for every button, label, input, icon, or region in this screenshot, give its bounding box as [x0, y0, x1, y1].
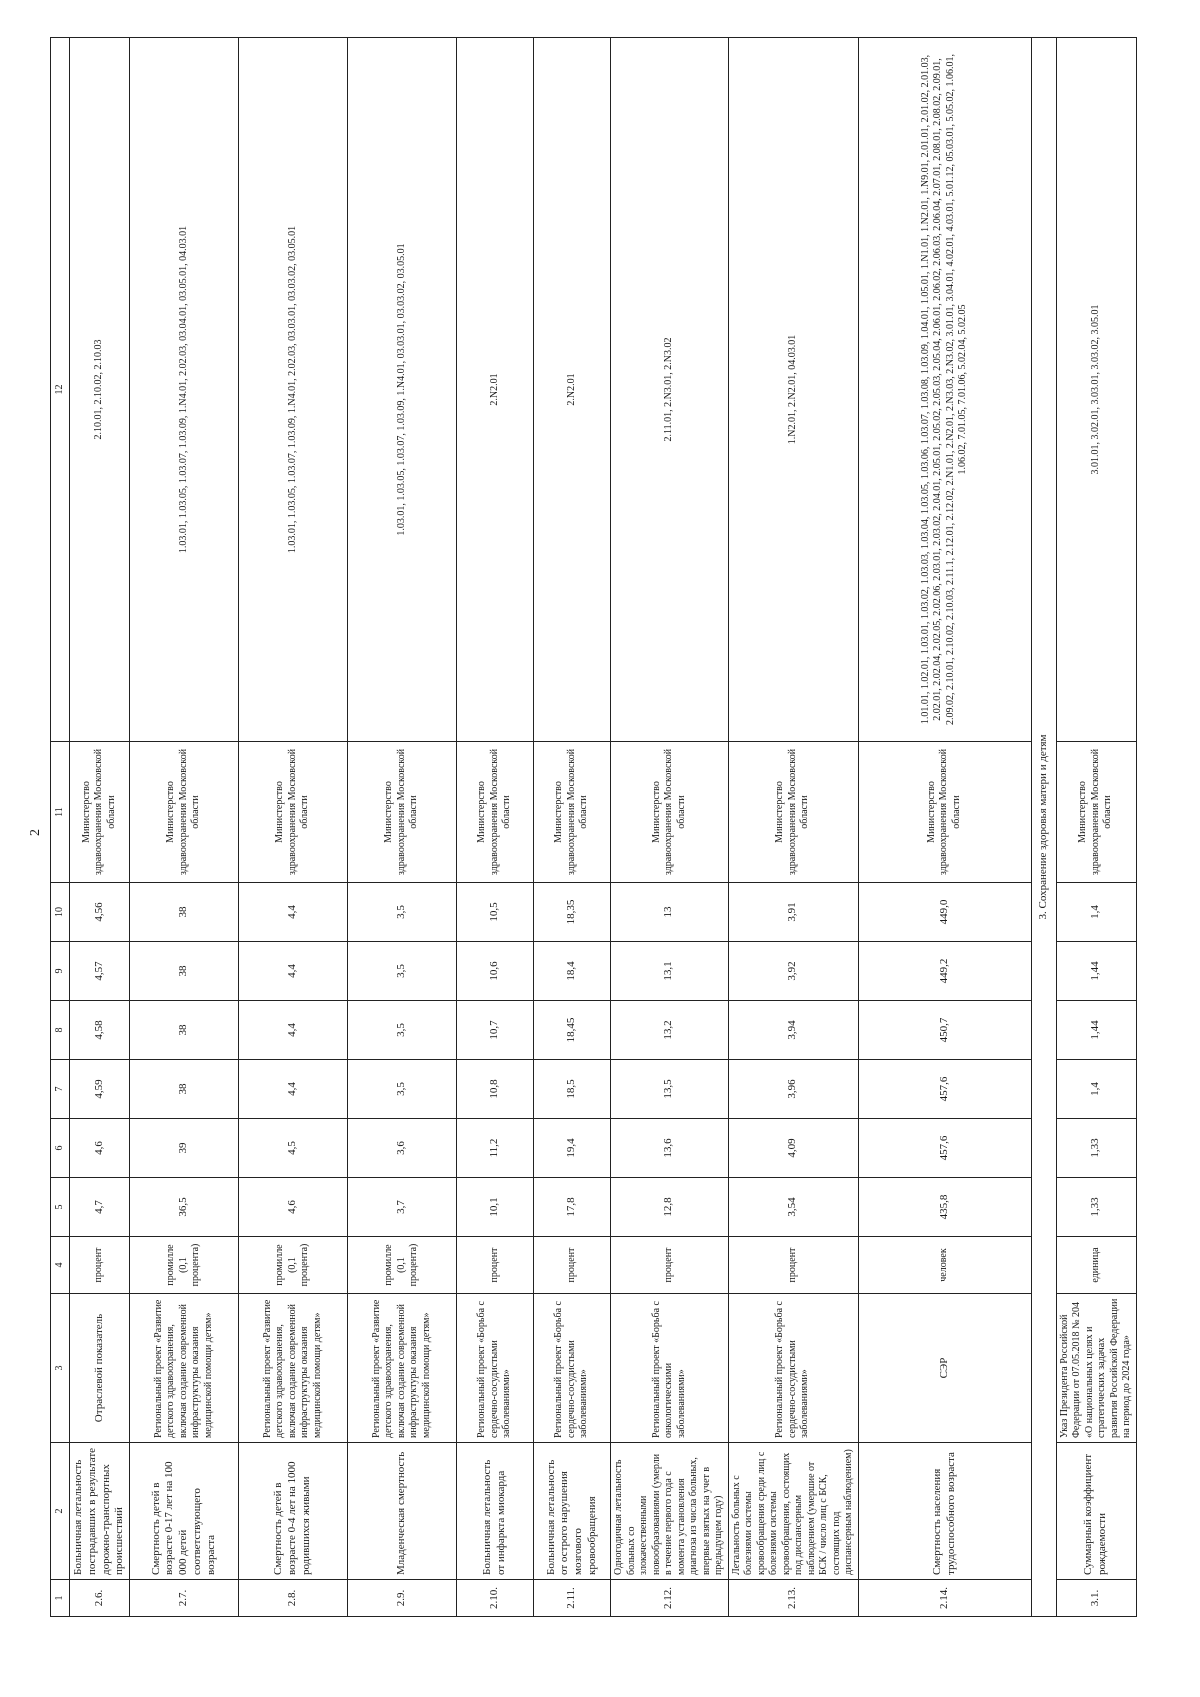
col-header: 10	[51, 883, 70, 942]
value-cell: 10,1	[457, 1178, 534, 1237]
table-row	[728, 38, 858, 1617]
responsible-org: Министерство здравоохранения Московской области	[348, 742, 457, 883]
table-row	[239, 38, 348, 1617]
value-cell: 1,33	[1056, 1178, 1136, 1237]
value-cell: 4,57	[70, 942, 130, 1001]
value-cell: 13,6	[611, 1119, 729, 1178]
value-cell: 4,5	[239, 1119, 348, 1178]
col-header: 9	[51, 942, 70, 1001]
activity-codes: 3.01.01, 3.02.01, 3.03.01, 3.03.02, 3.05.01	[1056, 38, 1136, 742]
value-cell: 10,7	[457, 1001, 534, 1060]
unit: процент	[70, 1237, 130, 1294]
activity-codes: 1.03.01, 1.03.05, 1.03.07, 1.03.09, 1.N4.01, 2.02.03, 03.04.01, 03.05.01, 04.03.01	[130, 38, 239, 742]
col-header: 11	[51, 742, 70, 883]
indicator-name: Младенческая смертность	[348, 1443, 457, 1580]
responsible-org: Министерство здравоохранения Московской области	[611, 742, 729, 883]
section-title: 3. Сохранение здоровья матери и детям	[1031, 38, 1056, 1617]
col-header: 7	[51, 1060, 70, 1119]
col-header: 4	[51, 1237, 70, 1294]
value-cell: 38	[130, 883, 239, 942]
value-cell: 13	[611, 883, 729, 942]
row-number: 3.1.	[1056, 1580, 1136, 1617]
value-cell: 1,4	[1056, 1060, 1136, 1119]
activity-codes: 2.N2.01	[534, 38, 611, 742]
indicator-name: Летальность больных с болезнями системы кровообращения среди лиц с болезнями системы кровообращения, состоящих под диспансерным наблюдением (умершие от БСК / число лиц с БСК, состоящих под диспансерным наблюдением)	[728, 1443, 858, 1580]
indicator-type: Указ Президента Российской Федерации от 07.05.2018 № 204 «О национальных целях и стратегических задачах развития Российской Федерации на период до 2024 года»	[1056, 1294, 1136, 1443]
indicator-name: Смертность детей в возрасте 0-17 лет на 100 000 детей соответствующего возраста	[130, 1443, 239, 1580]
activity-codes: 1.03.01, 1.03.05, 1.03.07, 1.03.09, 1.N4.01, 2.02.03, 03.03.01, 03.03.02, 03.05.01	[239, 38, 348, 742]
value-cell: 435,8	[858, 1178, 1031, 1237]
value-cell: 1,33	[1056, 1119, 1136, 1178]
value-cell: 450,7	[858, 1001, 1031, 1060]
responsible-org: Министерство здравоохранения Московской области	[1056, 742, 1136, 883]
value-cell: 13,5	[611, 1060, 729, 1119]
value-cell: 38	[130, 942, 239, 1001]
table-row	[611, 38, 729, 1617]
unit: человек	[858, 1237, 1031, 1294]
indicator-type: СЭР	[858, 1294, 1031, 1443]
unit: промилле (0,1 процента)	[348, 1237, 457, 1294]
table-row	[348, 38, 457, 1617]
table-row	[858, 38, 1031, 1617]
value-cell: 19,4	[534, 1119, 611, 1178]
value-cell: 4,6	[70, 1119, 130, 1178]
indicator-name: Одногодичная летальность больных со злокачественными новообразованиями (умерли в течение первого года с момента установления диагноза из числа больных, впервые взятых на учет в предыдущем году)	[611, 1443, 729, 1580]
value-cell: 4,4	[239, 1060, 348, 1119]
value-cell: 3,54	[728, 1178, 858, 1237]
value-cell: 1,44	[1056, 1001, 1136, 1060]
indicator-type: Региональный проект «Борьба с сердечно-сосудистыми заболеваниями»	[728, 1294, 858, 1443]
value-cell: 449,2	[858, 942, 1031, 1001]
value-cell: 3,92	[728, 942, 858, 1001]
value-cell: 4,56	[70, 883, 130, 942]
rotated-table-wrapper	[50, 37, 1130, 1617]
row-number: 2.9.	[348, 1580, 457, 1617]
value-cell: 3,5	[348, 942, 457, 1001]
responsible-org: Министерство здравоохранения Московской области	[239, 742, 348, 883]
value-cell: 4,4	[239, 1001, 348, 1060]
value-cell: 3,96	[728, 1060, 858, 1119]
value-cell: 457,6	[858, 1119, 1031, 1178]
value-cell: 4,59	[70, 1060, 130, 1119]
responsible-org: Министерство здравоохранения Московской области	[457, 742, 534, 883]
activity-codes: 2.10.01, 2.10.02, 2.10.03	[70, 38, 130, 742]
responsible-org: Министерство здравоохранения Московской области	[858, 742, 1031, 883]
value-cell: 39	[130, 1119, 239, 1178]
value-cell: 457,6	[858, 1060, 1031, 1119]
activity-codes: 1.N2.01, 2.N2.01, 04.03.01	[728, 38, 858, 742]
value-cell: 3,5	[348, 1001, 457, 1060]
value-cell: 18,45	[534, 1001, 611, 1060]
page-number: 2	[28, 829, 43, 836]
value-cell: 36,5	[130, 1178, 239, 1237]
value-cell: 3,7	[348, 1178, 457, 1237]
value-cell: 10,5	[457, 883, 534, 942]
row-number: 2.14.	[858, 1580, 1031, 1617]
indicator-name: Больничная летальность от инфаркта миокарда	[457, 1443, 534, 1580]
unit: единица	[1056, 1237, 1136, 1294]
value-cell: 38	[130, 1001, 239, 1060]
row-number: 2.10.	[457, 1580, 534, 1617]
value-cell: 4,4	[239, 942, 348, 1001]
indicator-type: Региональный проект «Развитие детского здравоохранения, включая создание современной инфраструктуры оказания медицинской помощи детям»	[130, 1294, 239, 1443]
table-row	[70, 38, 130, 1617]
value-cell: 3,5	[348, 1060, 457, 1119]
value-cell: 3,5	[348, 883, 457, 942]
col-header: 2	[51, 1443, 70, 1580]
row-number: 2.8.	[239, 1580, 348, 1617]
value-cell: 1,4	[1056, 883, 1136, 942]
col-header: 5	[51, 1178, 70, 1237]
indicator-name: Больничная летальность от острого нарушения мозгового кровообращения	[534, 1443, 611, 1580]
value-cell: 13,2	[611, 1001, 729, 1060]
col-header: 3	[51, 1294, 70, 1443]
value-cell: 18,4	[534, 942, 611, 1001]
indicators-table	[50, 37, 1137, 1617]
indicator-type: Региональный проект «Борьба с сердечно-сосудистыми заболеваниями»	[457, 1294, 534, 1443]
row-number: 2.12.	[611, 1580, 729, 1617]
indicator-name: Смертность населения трудоспособного возраста	[858, 1443, 1031, 1580]
value-cell: 10,8	[457, 1060, 534, 1119]
table-row	[130, 38, 239, 1617]
row-number: 2.6.	[70, 1580, 130, 1617]
col-header: 6	[51, 1119, 70, 1178]
value-cell: 12,8	[611, 1178, 729, 1237]
unit: процент	[728, 1237, 858, 1294]
col-header: 8	[51, 1001, 70, 1060]
responsible-org: Министерство здравоохранения Московской области	[534, 742, 611, 883]
col-header: 12	[51, 38, 70, 742]
unit: процент	[611, 1237, 729, 1294]
value-cell: 10,6	[457, 942, 534, 1001]
indicator-type: Региональный проект «Борьба с сердечно-сосудистыми заболеваниями»	[534, 1294, 611, 1443]
value-cell: 4,09	[728, 1119, 858, 1178]
value-cell: 3,91	[728, 883, 858, 942]
value-cell: 4,7	[70, 1178, 130, 1237]
table-row	[457, 38, 534, 1617]
indicator-type: Отраслевой показатель	[70, 1294, 130, 1443]
value-cell: 17,8	[534, 1178, 611, 1237]
row-number: 2.13.	[728, 1580, 858, 1617]
value-cell: 3,94	[728, 1001, 858, 1060]
indicator-type: Региональный проект «Борьба с онкологическими заболеваниями»	[611, 1294, 729, 1443]
col-header: 1	[51, 1580, 70, 1617]
table-row	[1056, 38, 1136, 1617]
value-cell: 1,44	[1056, 942, 1136, 1001]
table-row	[534, 38, 611, 1617]
row-number: 2.11.	[534, 1580, 611, 1617]
unit: промилле (0,1 процента)	[239, 1237, 348, 1294]
indicator-type: Региональный проект «Развитие детского здравоохранения, включая создание современной инфраструктуры оказания медицинской помощи детям»	[239, 1294, 348, 1443]
value-cell: 4,6	[239, 1178, 348, 1237]
value-cell: 4,58	[70, 1001, 130, 1060]
unit: процент	[534, 1237, 611, 1294]
value-cell: 18,35	[534, 883, 611, 942]
value-cell: 449,0	[858, 883, 1031, 942]
indicator-type: Региональный проект «Развитие детского здравоохранения, включая создание современной инфраструктуры оказания медицинской помощи детям»	[348, 1294, 457, 1443]
responsible-org: Министерство здравоохранения Московской области	[130, 742, 239, 883]
responsible-org: Министерство здравоохранения Московской области	[70, 742, 130, 883]
activity-codes: 1.03.01, 1.03.05, 1.03.07, 1.03.09, 1.N4.01, 03.03.01, 03.03.02, 03.05.01	[348, 38, 457, 742]
responsible-org: Министерство здравоохранения Московской области	[728, 742, 858, 883]
unit: промилле (0,1 процента)	[130, 1237, 239, 1294]
header-row	[51, 38, 70, 1617]
indicator-name: Смертность детей в возрасте 0-4 лет на 1000 родившихся живыми	[239, 1443, 348, 1580]
unit: процент	[457, 1237, 534, 1294]
activity-codes: 1.01.01, 1.02.01, 1.03.01, 1.03.02, 1.03.03, 1.03.04, 1.03.05, 1.03.06, 1.03.07, 1.03.08, 1.03.09, 1.04.01, 1.05.01, 1.N1.01, 1.N2.01, 1.N9.01, 2.01.01, 2.01.02, 2.01.03, 2.02.01, 2.02.04, 2.02.05, 2.02.06, 2.03.01, 2.03.02, 2.04.01, 2.05.01, 2.05.02, 2.05.03, 2.05.04, 2.06.01, 2.06.02, 2.06.03, 2.06.04, 2.07.01, 2.08.01, 2.08.02, 2.09.01, 2.09.02, 2.10.01, 2.10.02, 2.10.03, 2.11.1, 2.12.01, 2.12.02, 2.N1.01, 2.N2.01, 2.N3.03, 2.N3.02, 3.01.01, 3.04.01, 4.02.01, 4.03.01, 5.01.12, 05.03.01, 5.05.02, 1.06.01, 1.06.02, 7.01.05, 7.01.06, 5.02.04, 5.02.05	[858, 38, 1031, 742]
value-cell: 38	[130, 1060, 239, 1119]
value-cell: 4,4	[239, 883, 348, 942]
activity-codes: 2.11.01, 2.N3.01, 2.N3.02	[611, 38, 729, 742]
value-cell: 3,6	[348, 1119, 457, 1178]
indicator-name: Суммарный коэффициент рождаемости	[1056, 1443, 1136, 1580]
value-cell: 11,2	[457, 1119, 534, 1178]
section-row	[1031, 38, 1056, 1617]
value-cell: 13,1	[611, 942, 729, 1001]
row-number: 2.7.	[130, 1580, 239, 1617]
value-cell: 18,5	[534, 1060, 611, 1119]
indicator-name: Больничная летальность пострадавших в результате дорожно-транспортных происшествий	[70, 1443, 130, 1580]
activity-codes: 2.N2.01	[457, 38, 534, 742]
